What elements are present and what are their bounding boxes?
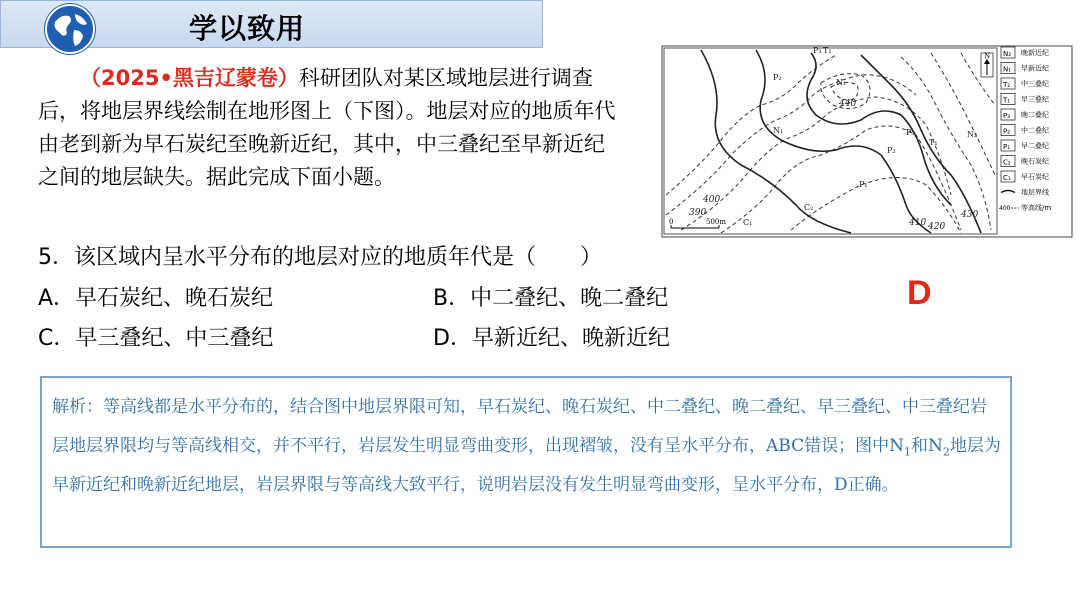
option-d[interactable]: D．早新近纪、晚新近纪 <box>433 326 670 351</box>
svg-text:T₁: T₁ <box>929 138 938 147</box>
svg-text:N: N <box>983 52 991 60</box>
svg-text:N₂: N₂ <box>967 130 978 139</box>
svg-text:P₂: P₂ <box>887 146 896 155</box>
svg-text:P₃: P₃ <box>906 128 915 137</box>
legend-item <box>1001 78 1049 89</box>
legend-code: N₁ <box>1003 65 1012 74</box>
section-title: 学以致用 <box>189 12 306 45</box>
legend-code: P₁ <box>1003 143 1011 151</box>
legend-item <box>999 203 1051 212</box>
legend-label: 晚石炭纪 <box>1021 157 1049 166</box>
analysis-sub-2: 2 <box>942 445 950 459</box>
svg-text:430: 430 <box>961 210 979 220</box>
answer-mark: D <box>907 274 932 312</box>
svg-text:T₁: T₁ <box>823 46 832 55</box>
legend-label: 晚新近纪 <box>1021 49 1049 57</box>
svg-text:N₁: N₁ <box>836 78 847 87</box>
svg-text:0: 0 <box>669 218 674 226</box>
svg-text:P₂: P₂ <box>773 73 782 82</box>
analysis-text-3: 地层为早新近纪和晚新近纪地层，岩层界限与等高线大致平行，说明岩层没有发生明显弯曲变形，呈水平分布，D正确。 <box>52 436 1001 495</box>
question-source: （2025•黑吉辽蒙卷） <box>80 66 299 90</box>
intro-text: 科研团队对某区域地层进行调查后，将地层界线绘制在地形图上（下图）。地层对应的地质年代由老到新为早石炭纪至晚新近纪，其中，中三叠纪至早新近纪之间的地层缺失。据此完成下面小题。 <box>38 66 616 189</box>
legend-code: C₂ <box>1003 158 1011 167</box>
analysis-box <box>40 376 1012 548</box>
legend-code: T₂ <box>1003 81 1011 89</box>
svg-text:410: 410 <box>909 218 927 228</box>
legend-label: 中三叠纪 <box>1021 80 1049 88</box>
option-b[interactable]: B．中二叠纪、晚二叠纪 <box>433 286 669 311</box>
svg-text:420: 420 <box>928 222 946 232</box>
svg-text:440: 440 <box>839 99 857 109</box>
analysis-text-1: 解析：等高线都是水平分布的，结合图中地层界限可知，早石炭纪、晚石炭纪、中二叠纪、晚二叠纪、早三叠纪、中三叠纪岩层地层界限均与等高线相交，并不平行，岩层发生明显弯曲变形，出现褶皱，没有呈水平分布，ABC错误；图中N <box>52 397 987 456</box>
svg-text:500m: 500m <box>706 218 726 226</box>
legend-label: 早新近纪 <box>1021 64 1049 73</box>
legend-code: C₁ <box>1003 174 1011 182</box>
svg-text:C₁: C₁ <box>743 218 753 227</box>
question-stem: 5．该区域内呈水平分布的地层对应的地质年代是（ ） <box>38 245 602 270</box>
legend-item <box>1001 63 1049 74</box>
legend-label: 中二叠纪 <box>1021 126 1049 135</box>
analysis-sub-1: 1 <box>903 445 911 459</box>
legend-code: N₂ <box>1003 50 1012 58</box>
option-c[interactable]: C．早三叠纪、中三叠纪 <box>38 326 274 351</box>
legend-item <box>1001 156 1049 167</box>
legend-label: 地层界线 <box>1021 188 1049 197</box>
legend-item <box>1001 94 1049 105</box>
svg-text:N₁: N₁ <box>773 126 784 135</box>
svg-text:P₁: P₁ <box>859 180 868 189</box>
legend-label: 早石炭纪 <box>1021 173 1049 181</box>
legend-item <box>1001 140 1049 151</box>
legend-code: P₃ <box>1003 112 1011 120</box>
svg-text:C₂: C₂ <box>804 203 814 212</box>
legend-item <box>1001 109 1049 120</box>
analysis-text-2: 和N <box>910 436 943 456</box>
legend-code: 400 <box>999 205 1011 212</box>
legend-label: 等高线/m <box>1021 204 1052 212</box>
section-banner <box>0 0 543 48</box>
svg-text:390: 390 <box>689 208 707 218</box>
legend-code: T₁ <box>1003 96 1011 105</box>
svg-text:400: 400 <box>703 195 721 205</box>
legend-label: 早三叠纪 <box>1021 95 1049 104</box>
legend-item <box>1001 171 1049 182</box>
legend-label: 早二叠纪 <box>1021 142 1049 150</box>
legend-label: 晚二叠纪 <box>1021 111 1049 119</box>
north-arrow-icon <box>981 52 993 77</box>
option-a[interactable]: A．早石炭纪、晚石炭纪 <box>38 286 274 311</box>
legend-code: P₂ <box>1003 127 1011 136</box>
legend-item <box>1001 47 1049 58</box>
question-intro <box>38 62 618 194</box>
geologic-map-figure <box>661 45 1073 238</box>
legend-item <box>1001 125 1049 136</box>
globe-icon <box>45 4 95 54</box>
svg-text:P₃: P₃ <box>813 46 822 55</box>
